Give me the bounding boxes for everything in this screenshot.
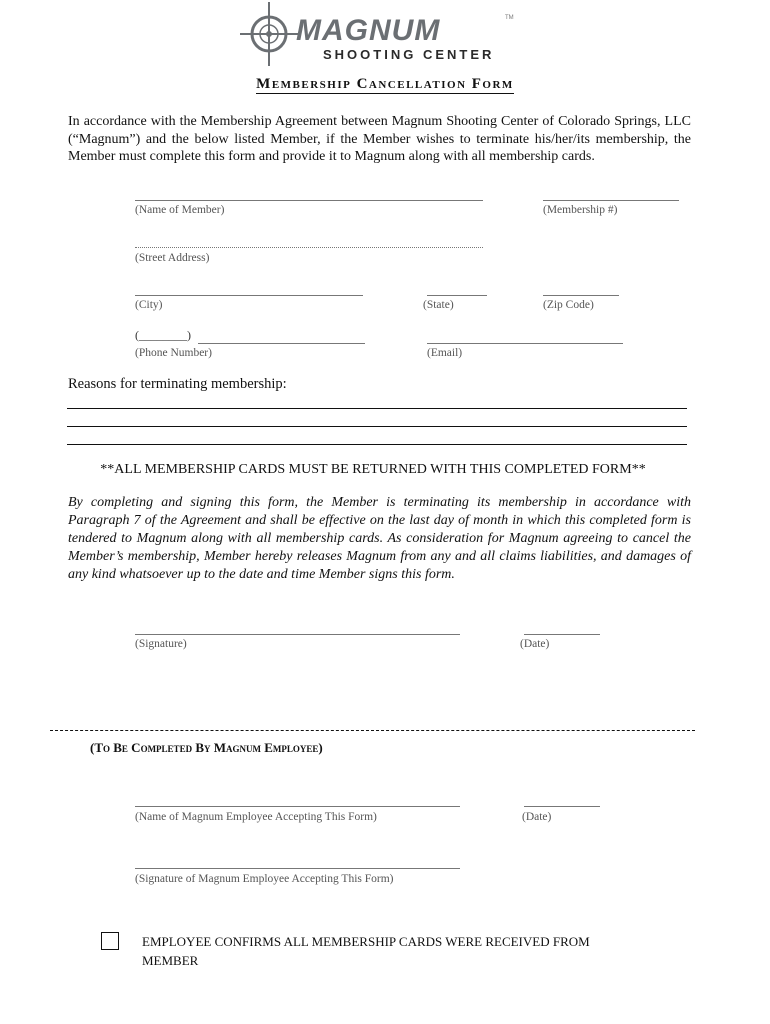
- cards-received-label: EMPLOYEE CONFIRMS ALL MEMBERSHIP CARDS WERE RECEIVED FROM MEMBER: [142, 934, 590, 968]
- cards-notice: **ALL MEMBERSHIP CARDS MUST BE RETURNED WITH THIS COMPLETED FORM**: [100, 462, 646, 477]
- logo-subtitle: SHOOTING CENTER: [323, 47, 495, 62]
- date-caption: (Date): [520, 638, 550, 650]
- employee-signature-line[interactable]: [135, 868, 460, 869]
- street-line[interactable]: [135, 247, 483, 248]
- city-caption: (City): [135, 299, 163, 311]
- employee-name-line[interactable]: [135, 806, 460, 807]
- membership-number-caption: (Membership #): [543, 204, 618, 216]
- zip-caption: (Zip Code): [543, 299, 594, 311]
- street-caption: (Street Address): [135, 252, 210, 264]
- membership-number-line[interactable]: [543, 200, 679, 201]
- reasons-label: Reasons for terminating membership:: [68, 376, 287, 392]
- city-line[interactable]: [135, 295, 363, 296]
- state-caption: (State): [423, 299, 454, 311]
- employee-name-caption: (Name of Magnum Employee Accepting This Form): [135, 811, 377, 823]
- zip-line[interactable]: [543, 295, 619, 296]
- intro-paragraph: In accordance with the Membership Agreement between Magnum Shooting Center of Colorado Springs, LLC (“Magnum”) and the below listed Member, if the Member wishes to terminate his/her/its membership, the Member must complete this form and provide it to Magnum along with all membership cards.: [68, 114, 691, 164]
- email-caption: (Email): [427, 347, 463, 359]
- reason-line[interactable]: [67, 408, 687, 409]
- phone-line[interactable]: [198, 343, 365, 344]
- employee-date-caption: (Date): [522, 811, 552, 823]
- phone-area-code: (________): [135, 328, 191, 342]
- page-title-text: Membership Cancellation Form: [256, 76, 514, 92]
- email-line[interactable]: [427, 343, 623, 344]
- name-caption: (Name of Member): [135, 204, 225, 216]
- employee-signature-caption: (Signature of Magnum Employee Accepting This Form): [135, 873, 394, 885]
- section-divider: [50, 730, 695, 731]
- state-line[interactable]: [427, 295, 487, 296]
- terms-paragraph: By completing and signing this form, the Member is terminating its membership in accordance with Paragraph 7 of the Agreement and shall be effective on the last day of month in which this completed form is tendered to Magnum along with all membership cards. As consideration for Magnum agreeing to cancel the Member’s membership, Member hereby releases Magnum from any and all claims liabilities, and damages of any kind whatsoever up to the date and time Member signs this form.: [68, 495, 691, 582]
- date-line[interactable]: [524, 634, 600, 635]
- phone-caption: (Phone Number): [135, 347, 212, 359]
- page-title: [0, 76, 770, 93]
- cards-received-checkbox[interactable]: [101, 932, 119, 950]
- logo-brand: MAGNUM: [296, 14, 441, 47]
- crosshair-icon: [240, 2, 298, 66]
- name-line[interactable]: [135, 200, 483, 201]
- employee-section-heading: (To Be Completed By Magnum Employee): [90, 740, 323, 755]
- employee-date-line[interactable]: [524, 806, 600, 807]
- signature-caption: (Signature): [135, 638, 187, 650]
- signature-line[interactable]: [135, 634, 460, 635]
- reason-line[interactable]: [67, 426, 687, 427]
- reason-line[interactable]: [67, 444, 687, 445]
- logo-trademark: TM: [505, 15, 514, 21]
